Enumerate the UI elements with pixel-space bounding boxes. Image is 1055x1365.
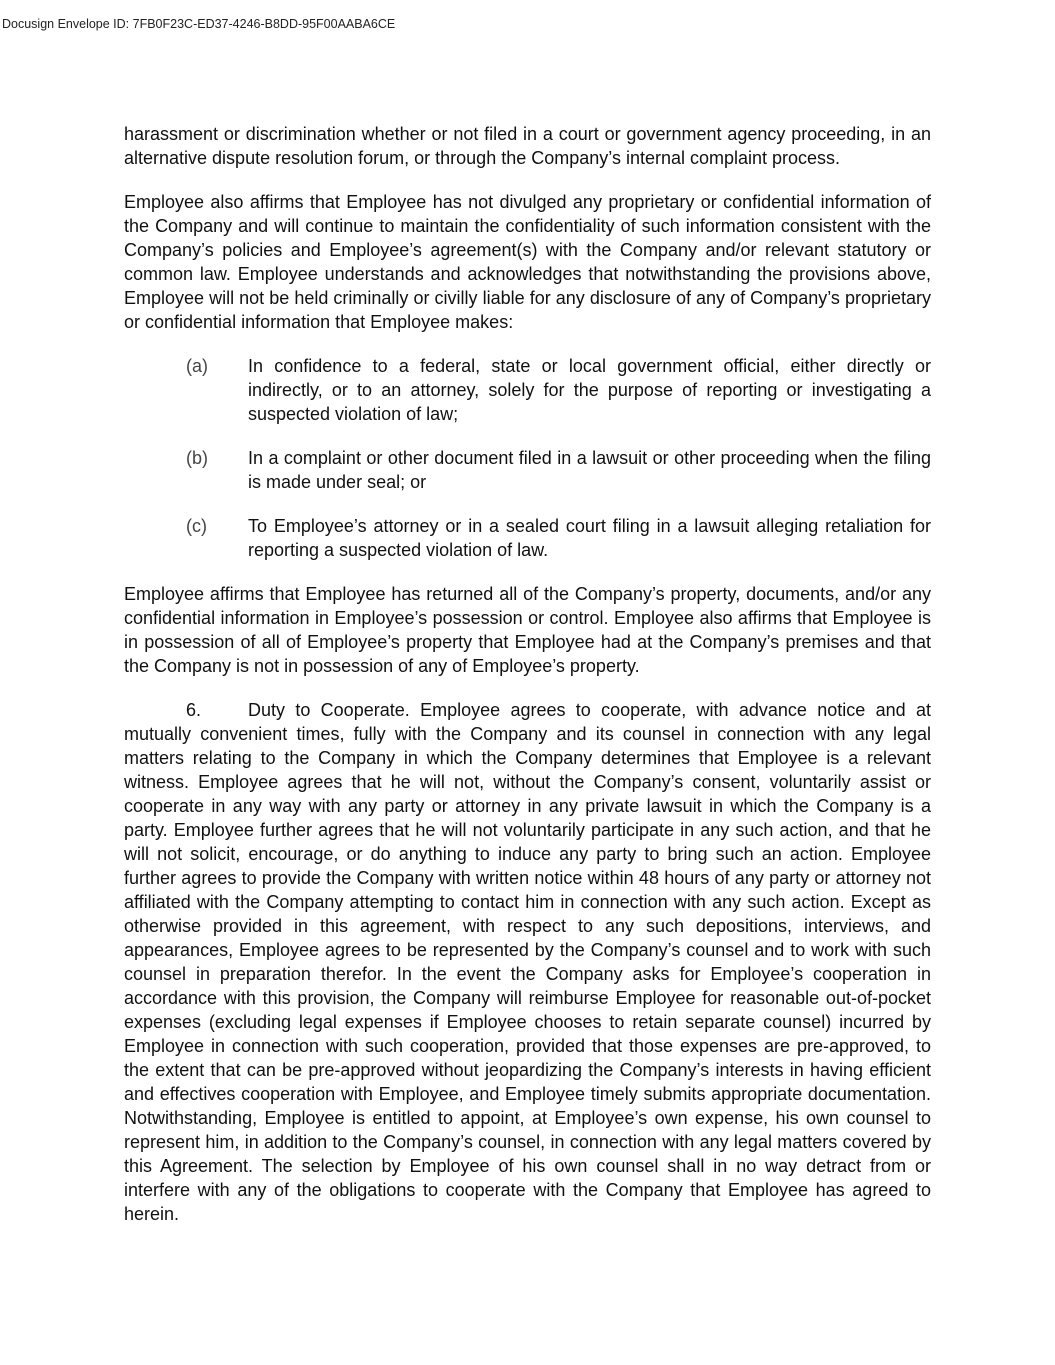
property-return-paragraph: Employee affirms that Employee has returned all of the Company’s property, documents, and/or any confidential information in Employee’s possession or control. Employee also affirms that Employee is in possession of all of Employee’s property that Employee had at the Company’s premises and that the Company is not in possession of any of Employee’s property. bbox=[124, 584, 931, 676]
list-item bbox=[124, 354, 931, 426]
section-body: Employee agrees to cooperate, with advance notice and at mutually convenient times, fully with the Company and its counsel in connection with any legal matters relating to the Company in which the Company determines that Employee is a relevant witness. Employee agrees that he will not, without the Company’s consent, voluntarily assist or cooperate in any way with any party or attorney in any private lawsuit in which the Company is a party. Employee further agrees that he will not voluntarily participate in any such action, and that he will not solicit, encourage, or do anything to induce any party to bring such an action. Employee further agrees to provide the Company with written notice within 48 hours of any party or attorney not affiliated with the Company attempting to contact him in connection with any such action. Except as otherwise provided in this agreement, with respect to any such depositions, interviews, and appearances, Employee agrees to be represented by the Company’s counsel and to work with such counsel in preparation therefor. In the event the Company asks for Employee’s cooperation in accordance with this provision, the Company will reimburse Employee for reasonable out-of-pocket expenses (excluding legal expenses if Employee chooses to retain separate counsel) incurred by Employee in connection with such cooperation, provided that those expenses are pre-approved, to the extent that can be pre-approved without jeopardizing the Company’s interests in having efficient and effectives cooperation with Employee, and Employee timely submits appropriate documentation. Notwithstanding, Employee is entitled to appoint, at Employee’s own expense, his own counsel to represent him, in addition to the Company’s counsel, in connection with any legal matters covered by this Agreement. The selection by Employee of his own counsel shall in no way detract from or interfere with any of the obligations to cooperate with the Company that Employee has agreed to herein. bbox=[124, 700, 931, 1224]
list-item-text: To Employee’s attorney or in a sealed court filing in a lawsuit alleging retaliation for reporting a suspected violation of law. bbox=[248, 516, 931, 560]
list-item bbox=[124, 514, 931, 562]
section-6-duty-to-cooperate bbox=[124, 698, 931, 1226]
document-body bbox=[124, 122, 931, 1246]
section-title: Duty to Cooperate. bbox=[248, 700, 410, 720]
list-item-text: In confidence to a federal, state or local government official, either directly or indirectly, or to an attorney, solely for the purpose of reporting or investigating a suspected violation of law; bbox=[248, 356, 931, 424]
section-number: 6. bbox=[186, 700, 202, 720]
list-item-text: In a complaint or other document filed in a lawsuit or other proceeding when the filing is made under seal; or bbox=[248, 448, 931, 492]
list-marker: (c) bbox=[186, 516, 207, 536]
list-marker: (a) bbox=[186, 356, 208, 376]
confidential-information-paragraph: Employee also affirms that Employee has not divulged any proprietary or confidential information of the Company and will continue to maintain the confidentiality of such information consistent with the Company’s policies and Employee’s agreement(s) with the Company and/or relevant statutory or common law. Employee understands and acknowledges that notwithstanding the provisions above, Employee will not be held criminally or civilly liable for any disclosure of any of Company’s proprietary or confidential information that Employee makes: bbox=[124, 192, 931, 332]
continued-paragraph: harassment or discrimination whether or not filed in a court or government agency proceeding, in an alternative dispute resolution forum, or through the Company’s internal complaint process. bbox=[124, 124, 931, 168]
list-marker: (b) bbox=[186, 448, 208, 468]
list-item bbox=[124, 446, 931, 494]
docusign-envelope-id: Docusign Envelope ID: 7FB0F23C-ED37-4246-B8DD-95F00AABA6CE bbox=[2, 17, 396, 31]
